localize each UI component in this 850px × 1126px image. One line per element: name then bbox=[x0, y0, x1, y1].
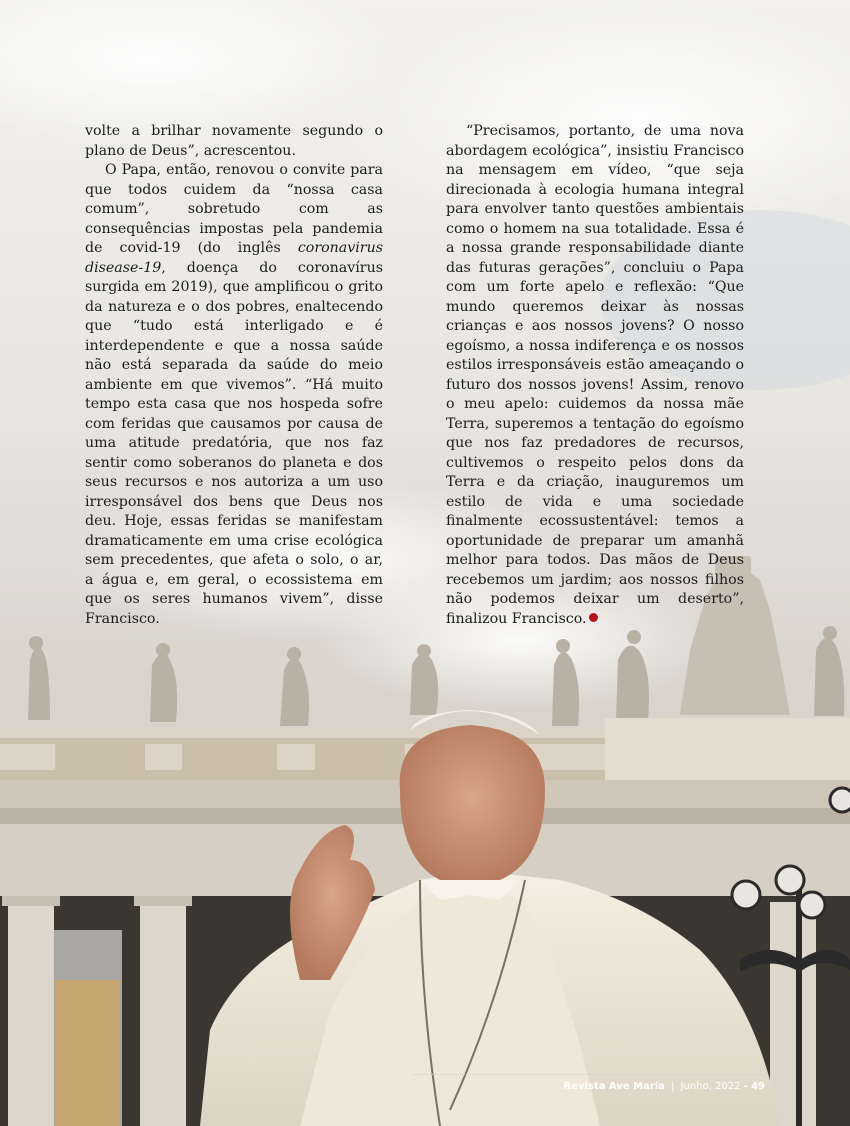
paragraph-1: volte a brilhar novamente segundo o plano de Deus”, acrescentou. bbox=[85, 123, 383, 159]
paragraph-3-text: “Precisamos, portanto, de uma nova abordagem ecológica”, insistiu Francisco na mensagem em vídeo, “que seja direcionada à ecologia humana integral para envolver tanto questões ambientais como o homem na sua totalidade. Essa é a nossa grande responsabilidade diante das futuras gerações”, concluiu o Papa com um forte apelo e reflexão: “Que mundo queremos deixar às nossas crianças e aos nossos jovens? O nosso egoísmo, a nossa indiferença e os nossos estilos irresponsáveis estão ameaçando o futuro dos nossos jovens! Assim, renovo o meu apelo: cuidemos da nossa mãe Terra, superemos a tentação do egoísmo que nos faz predadores de recursos, cultivemos o respeito pelos dons da Terra e da criação, inauguremos um estilo de vida e uma sociedade finalmente ecossustentável: temos a oportunidade de preparar um amanhã melhor para todos. Das mãos de Deus recebemos um jardim; aos nossos filhos não podemos deixar um deserto”, finalizou Francisco. bbox=[446, 123, 744, 627]
paragraph-2 bbox=[85, 161, 383, 629]
paragraph-3 bbox=[446, 122, 744, 629]
issue-date: Junho, 2022 bbox=[680, 1081, 741, 1092]
footer-separator: | bbox=[671, 1081, 675, 1092]
footer-text bbox=[564, 1081, 765, 1092]
page-number: 49 bbox=[751, 1081, 765, 1092]
paragraph-2-text-b: , doença do coronavírus surgida em 2019), que amplificou o grito da natureza e o dos pobres, enaltecendo que “tudo está interligado e é interdependente e que a nossa saúde não está separada da saúde do meio ambiente em que vivemos”. “Há muito tempo esta casa que nos hospeda sofre com feridas que causamos por causa de uma atitude predatória, que nos faz sentir como soberanos do planeta e dos seus recursos e nos autoriza a um uso irresponsável dos bens que Deus nos deu. Hoje, essas feridas se manifestam dramaticamente em uma crise ecológica sem precedentes, que afeta o solo, o ar, a água e, em geral, o ecossistema em que os seres humanos vivem”, disse Francisco. bbox=[85, 259, 383, 627]
paragraph-2-text-a: O Papa, então, renovou o convite para que todos cuidem da “nossa casa comum”, sobretudo com as consequências impostas pela pandemia de covid-19 (do inglês bbox=[85, 162, 383, 256]
page-footer bbox=[413, 1074, 767, 1097]
paragraph-2-italic: coronavirus disease-19 bbox=[85, 240, 383, 276]
article-column-right bbox=[446, 122, 744, 629]
end-mark-icon bbox=[589, 613, 598, 622]
magazine-name: Revista Ave Maria bbox=[563, 1081, 665, 1092]
footer-dash: - bbox=[743, 1081, 748, 1092]
article-column-left bbox=[85, 122, 383, 629]
